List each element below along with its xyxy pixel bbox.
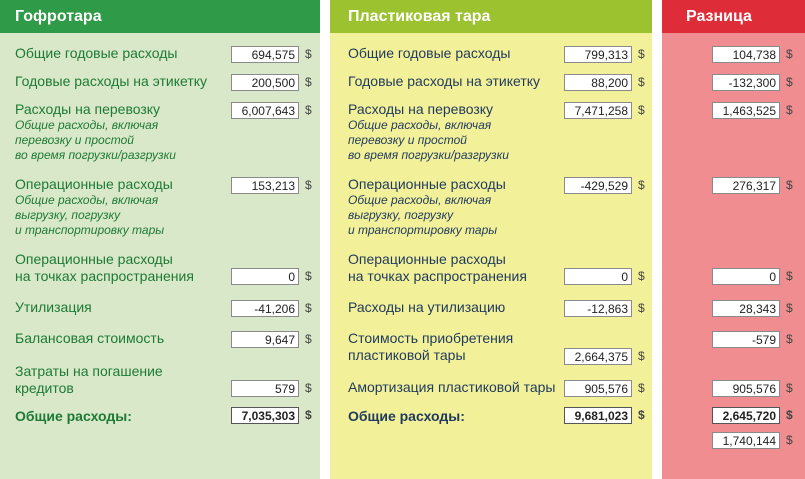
purchase-cost-label bbox=[348, 330, 513, 364]
currency-sign: $ bbox=[305, 178, 312, 192]
currency-sign: $ bbox=[305, 103, 312, 117]
book-value-label: Балансовая стоимость bbox=[15, 330, 165, 346]
diff-transport-costs[interactable]: 1,463,525 bbox=[712, 102, 780, 119]
currency-sign: $ bbox=[305, 47, 312, 61]
loan-costs-line-2: кредитов bbox=[15, 380, 74, 396]
distribution-costs-value[interactable]: 0 bbox=[231, 268, 299, 285]
diff-distribution-costs[interactable]: 0 bbox=[712, 268, 780, 285]
currency-sign: $ bbox=[638, 381, 645, 395]
currency-sign: $ bbox=[638, 103, 645, 117]
diff-disposal[interactable]: 28,343 bbox=[712, 300, 780, 317]
currency-sign: $ bbox=[786, 47, 793, 61]
diff-operating-costs[interactable]: 276,317 bbox=[712, 177, 780, 194]
distribution-costs-line-1: Операционные расходы bbox=[15, 251, 173, 267]
diff-annual-costs[interactable]: 104,738 bbox=[712, 46, 780, 63]
annual-costs-value[interactable]: 694,575 bbox=[231, 46, 299, 63]
operating-costs-note-3: и транспортировку тары bbox=[15, 223, 165, 237]
currency-sign: $ bbox=[638, 75, 645, 89]
purchase-cost-value[interactable]: 2,664,375 bbox=[564, 348, 632, 365]
operating-costs-note-1: Общие расходы, включая bbox=[348, 193, 492, 207]
disposal-label: Утилизация bbox=[15, 299, 92, 315]
transport-costs-note-3: во время погрузки/разгрузки bbox=[348, 148, 509, 162]
currency-sign: $ bbox=[305, 408, 312, 422]
annual-costs-label: Общие годовые расходы bbox=[15, 45, 178, 61]
label-costs-label: Годовые расходы на этикетку bbox=[348, 73, 541, 89]
operating-costs-note-2: выгрузку, погрузку bbox=[15, 208, 121, 222]
total-label: Общие расходы: bbox=[348, 408, 465, 424]
currency-sign: $ bbox=[786, 408, 793, 422]
transport-costs-note-1: Общие расходы, включая bbox=[348, 118, 492, 132]
diff-book-value[interactable]: -579 bbox=[712, 331, 780, 348]
currency-sign: $ bbox=[638, 301, 645, 315]
distribution-costs-label bbox=[348, 251, 527, 285]
currency-sign: $ bbox=[786, 433, 793, 447]
currency-sign: $ bbox=[638, 408, 645, 422]
operating-costs-note-2: выгрузку, погрузку bbox=[348, 208, 454, 222]
currency-sign: $ bbox=[638, 269, 645, 283]
difference-header: Разница bbox=[662, 0, 805, 33]
label-costs-label: Годовые расходы на этикетку bbox=[15, 73, 208, 89]
currency-sign: $ bbox=[786, 178, 793, 192]
transport-costs-value[interactable]: 7,471,258 bbox=[564, 102, 632, 119]
currency-sign: $ bbox=[786, 269, 793, 283]
currency-sign: $ bbox=[786, 75, 793, 89]
diff-total[interactable]: 2,645,720 bbox=[712, 407, 780, 424]
distribution-costs-label bbox=[15, 251, 194, 285]
operating-costs-note-1: Общие расходы, включая bbox=[15, 193, 159, 207]
corrugated-panel bbox=[0, 0, 320, 479]
transport-costs-title: Расходы на перевозку bbox=[348, 101, 494, 117]
currency-sign: $ bbox=[305, 332, 312, 346]
total-value[interactable]: 7,035,303 bbox=[231, 407, 299, 424]
currency-sign: $ bbox=[305, 381, 312, 395]
plastic-header: Пластиковая тара bbox=[330, 0, 652, 33]
loan-costs-label bbox=[15, 363, 163, 397]
distribution-costs-line-2: на точках распространения bbox=[15, 268, 194, 284]
difference-panel bbox=[662, 0, 805, 479]
currency-sign: $ bbox=[786, 103, 793, 117]
operating-costs-title: Операционные расходы bbox=[15, 176, 173, 192]
amortization-value[interactable]: 905,576 bbox=[564, 380, 632, 397]
annual-costs-value[interactable]: 799,313 bbox=[564, 46, 632, 63]
annual-costs-label: Общие годовые расходы bbox=[348, 45, 511, 61]
transport-costs-note-3: во время погрузки/разгрузки bbox=[15, 148, 176, 162]
total-value[interactable]: 9,681,023 bbox=[564, 407, 632, 424]
transport-costs-note-1: Общие расходы, включая bbox=[15, 118, 159, 132]
purchase-cost-line-2: пластиковой тары bbox=[348, 347, 466, 363]
operating-costs-label bbox=[348, 176, 506, 238]
currency-sign: $ bbox=[638, 178, 645, 192]
currency-sign: $ bbox=[786, 332, 793, 346]
disposal-value[interactable]: -12,863 bbox=[564, 300, 632, 317]
corrugated-header: Гофротара bbox=[0, 0, 320, 33]
currency-sign: $ bbox=[638, 47, 645, 61]
transport-costs-note-2: перевозку и простой bbox=[15, 133, 134, 147]
amortization-label: Амортизация пластиковой тары bbox=[348, 379, 556, 395]
transport-costs-label bbox=[348, 101, 509, 163]
diff-label-costs[interactable]: -132,300 bbox=[712, 74, 780, 91]
distribution-costs-line-2: на точках распространения bbox=[348, 268, 527, 284]
disposal-value[interactable]: -41,206 bbox=[231, 300, 299, 317]
currency-sign: $ bbox=[786, 301, 793, 315]
distribution-costs-value[interactable]: 0 bbox=[564, 268, 632, 285]
currency-sign: $ bbox=[638, 349, 645, 363]
diff-extra-value[interactable]: 1,740,144 bbox=[712, 432, 780, 449]
plastic-panel bbox=[330, 0, 652, 479]
operating-costs-value[interactable]: -429,529 bbox=[564, 177, 632, 194]
total-label: Общие расходы: bbox=[15, 408, 132, 424]
loan-costs-line-1: Затраты на погашение bbox=[15, 363, 163, 379]
distribution-costs-line-1: Операционные расходы bbox=[348, 251, 506, 267]
loan-costs-value[interactable]: 579 bbox=[231, 380, 299, 397]
transport-costs-value[interactable]: 6,007,643 bbox=[231, 102, 299, 119]
label-costs-value[interactable]: 200,500 bbox=[231, 74, 299, 91]
currency-sign: $ bbox=[305, 269, 312, 283]
currency-sign: $ bbox=[305, 301, 312, 315]
currency-sign: $ bbox=[786, 381, 793, 395]
transport-costs-note-2: перевозку и простой bbox=[348, 133, 467, 147]
operating-costs-value[interactable]: 153,213 bbox=[231, 177, 299, 194]
operating-costs-label bbox=[15, 176, 173, 238]
diff-amortization[interactable]: 905,576 bbox=[712, 380, 780, 397]
operating-costs-title: Операционные расходы bbox=[348, 176, 506, 192]
transport-costs-label bbox=[15, 101, 176, 163]
transport-costs-title: Расходы на перевозку bbox=[15, 101, 161, 117]
disposal-label: Расходы на утилизацию bbox=[348, 299, 506, 315]
currency-sign: $ bbox=[305, 75, 312, 89]
book-value-value[interactable]: 9,647 bbox=[231, 331, 299, 348]
purchase-cost-line-1: Стоимость приобретения bbox=[348, 330, 514, 346]
operating-costs-note-3: и транспортировку тары bbox=[348, 223, 498, 237]
label-costs-value[interactable]: 88,200 bbox=[564, 74, 632, 91]
